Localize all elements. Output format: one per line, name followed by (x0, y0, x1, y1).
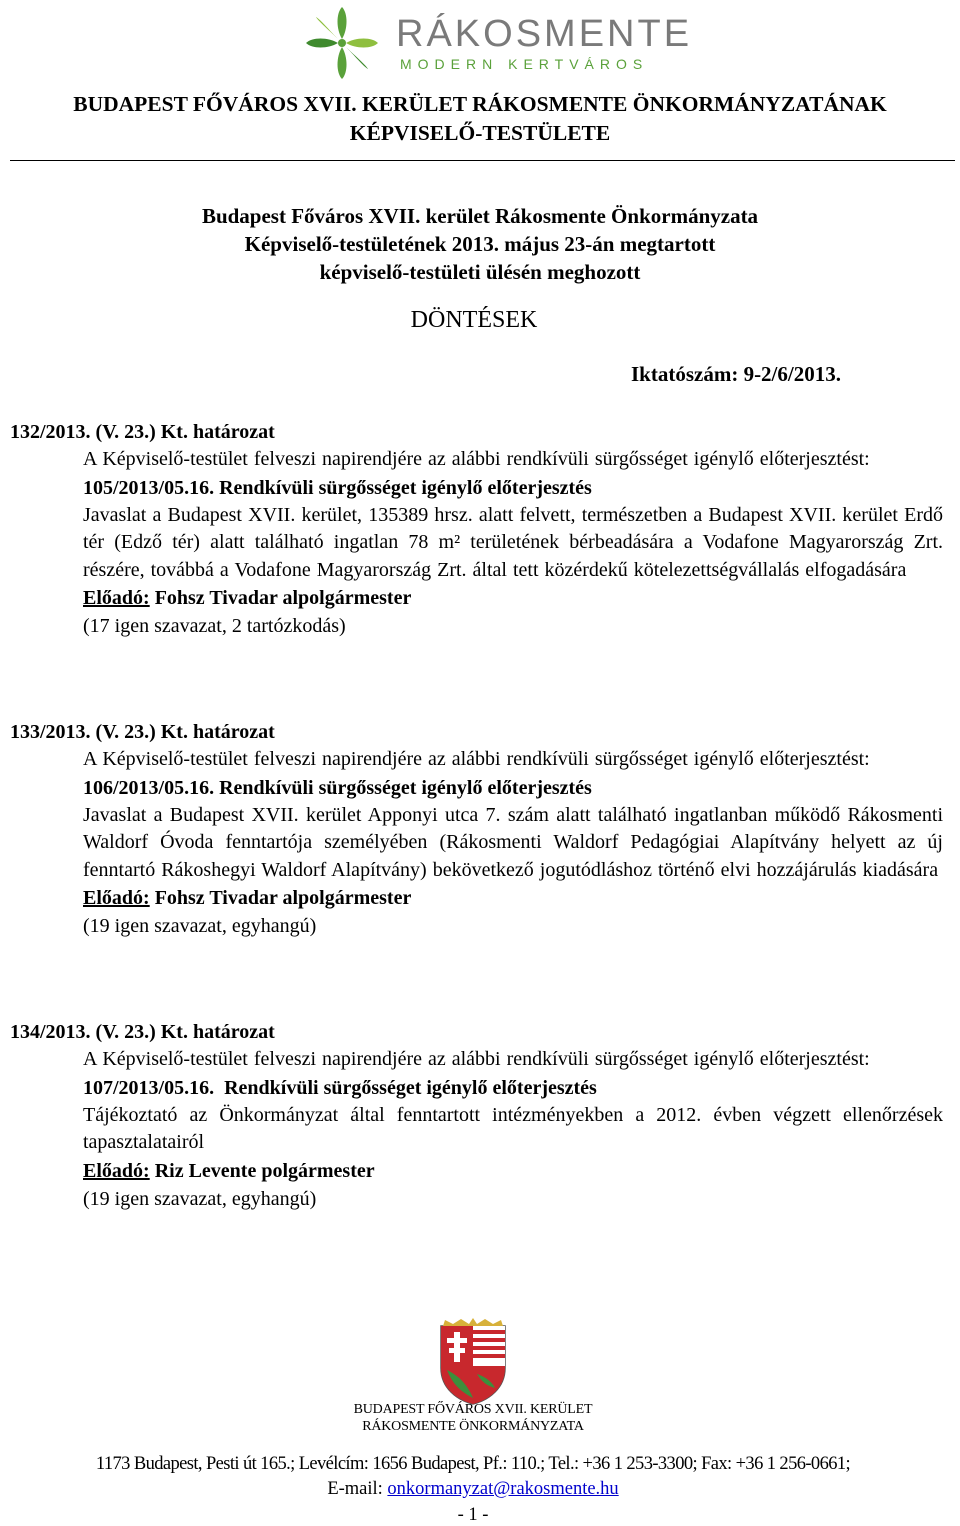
footer-org-line-2: RÁKOSMENTE ÖNKORMÁNYZATA (362, 1419, 584, 1434)
proposal-text: Javaslat a Budapest XVII. kerület Apponyi utca 7. szám alatt található ingatlanban működő Rákosmenti Waldorf Óvoda fenntartója személyében (Rákosmenti Waldorf Pedagógiai Alapítvány helyett az új fenntartó Rákoshegyi Waldorf Alapítvány) bekövetkező jogutódláshoz történő elvi hozzájárulás kiadására (83, 803, 943, 881)
decision-134 (10, 1018, 943, 1213)
header-divider (10, 160, 955, 161)
presenter (83, 1157, 943, 1185)
decision-133 (10, 718, 943, 940)
vote-result: (17 igen szavazat, 2 tartózkodás) (83, 615, 346, 637)
subtitle-line-2: Képviselő-testületének 2013. május 23-án megtartott (244, 232, 716, 256)
header-line-1: BUDAPEST FŐVÁROS XVII. KERÜLET RÁKOSMENTE ÖNKORMÁNYZATÁNAK (73, 92, 887, 116)
header-line-2: KÉPVISELŐ-TESTÜLETE (349, 121, 611, 145)
presenter-name: Riz Levente polgármester (154, 1159, 375, 1182)
proposal-id: 107/2013/05.16. Rendkívüli sürgősséget igénylő előterjesztés (83, 1076, 597, 1099)
decision-132 (10, 418, 943, 640)
logo-name: RÁKOSMENTE (396, 13, 693, 55)
decision-title: 132/2013. (V. 23.) Kt. határozat (10, 421, 275, 443)
presenter-label: Előadó: (83, 1159, 150, 1182)
footer-org-line-1: BUDAPEST FŐVÁROS XVII. KERÜLET (353, 1402, 593, 1417)
rakosmente-logo (300, 4, 693, 82)
footer-email-line (0, 1477, 946, 1501)
decision-title: 133/2013. (V. 23.) Kt. határozat (10, 721, 275, 743)
subtitle-line-1: Budapest Főváros XVII. kerület Rákosmente Önkormányzata (201, 204, 759, 228)
footer-organization (0, 1401, 946, 1435)
page-number: - 1 - (457, 1505, 489, 1525)
registration-number: Iktatószám: 9-2/6/2013. (631, 362, 841, 386)
presenter (83, 884, 943, 912)
district-coat-of-arms-icon (437, 1318, 509, 1406)
proposal-text: Tájékoztató az Önkormányzat által fenntartott intézményekben a 2012. évben végzett ellenőrzések tapasztalatairól (83, 1103, 943, 1153)
proposal-text: Javaslat a Budapest XVII. kerület, 135389 hrsz. alatt felvett, természetben a Budapest XVII. kerület Erdő tér (Edző tér) alatt található ingatlan 78 m² területének bérbeadására a Vodafone Magyarország Zrt. részére, továbbá a Vodafone Magyarország Zrt. által tett közérdekű kötelezettségvállalás elfogadására (83, 503, 943, 581)
decision-intro: A Képviselő-testület felveszi napirendjére az alábbi rendkívüli sürgősséget igénylő előterjesztést: (83, 1048, 870, 1070)
vote-result: (19 igen szavazat, egyhangú) (83, 915, 317, 937)
decision-intro: A Képviselő-testület felveszi napirendjére az alábbi rendkívüli sürgősséget igénylő előterjesztést: (83, 748, 870, 770)
presenter-name: Fohsz Tivadar alpolgármester (154, 887, 412, 909)
footer-address: 1173 Budapest, Pesti út 165.; Levélcím: 1656 Budapest, Pf.: 110.; Tel.: +36 1 253-3300; Fax: +36 1 256-0661; (95, 1454, 851, 1474)
proposal-id: 106/2013/05.16. Rendkívüli sürgősséget igénylő előterjesztés (83, 776, 592, 799)
vote-result: (19 igen szavazat, egyhangú) (83, 1187, 317, 1210)
decision-intro: A Képviselő-testület felveszi napirendjére az alábbi rendkívüli sürgősséget igénylő előterjesztést: (83, 448, 870, 470)
email-label: E-mail: (327, 1479, 383, 1499)
presenter-label: Előadó: (83, 887, 150, 909)
proposal-id: 105/2013/05.16. Rendkívüli sürgősséget igénylő előterjesztés (83, 476, 592, 499)
presenter-label: Előadó: (83, 587, 150, 609)
decision-title: 134/2013. (V. 23.) Kt. határozat (10, 1021, 275, 1043)
presenter-name: Fohsz Tivadar alpolgármester (154, 587, 412, 609)
document-header (0, 90, 960, 148)
subtitle-line-3: képviselő-testületi ülésén meghozott (319, 260, 641, 284)
decisions-heading: DÖNTÉSEK (410, 307, 538, 333)
session-subtitle (0, 202, 960, 286)
presenter (83, 584, 943, 612)
email-link[interactable]: onkormanyzat@rakosmente.hu (387, 1479, 619, 1499)
logo-tagline: MODERN KERTVÁROS (400, 56, 649, 72)
